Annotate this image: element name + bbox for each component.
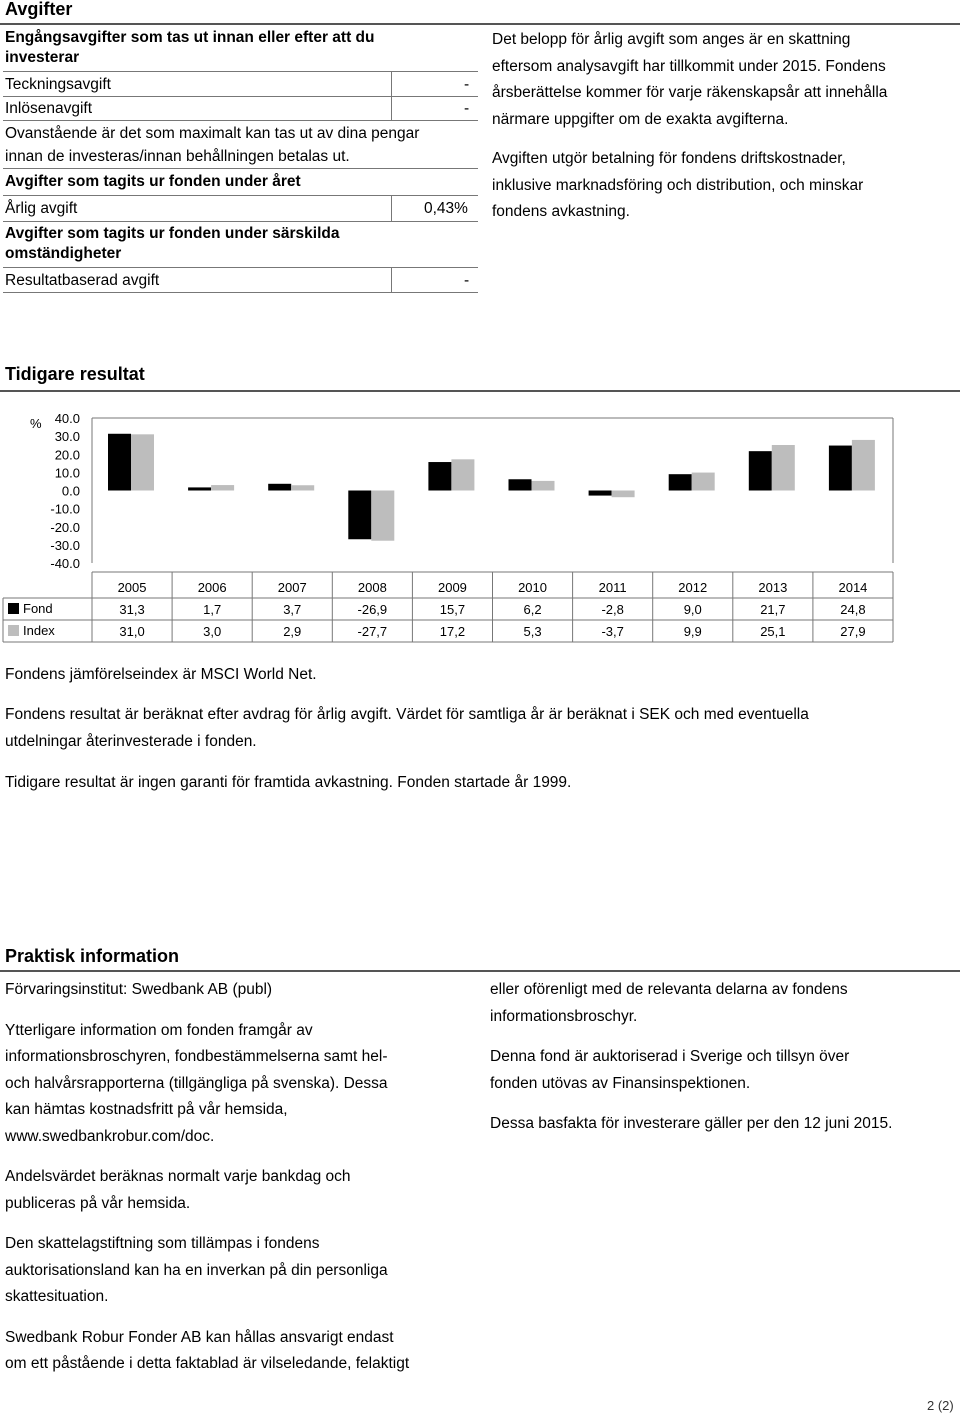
annual-fee-label: Årlig avgift xyxy=(5,200,78,217)
data-label-index: -27,7 xyxy=(357,624,388,639)
oneoff-heading-line2: investerar xyxy=(5,49,80,66)
practical-paragraph: Förvaringsinstitut: Swedbank AB (publ) xyxy=(5,981,273,998)
x-tick-label: 2005 xyxy=(117,580,147,595)
bar-index-2014 xyxy=(852,440,875,491)
x-tick-label: 2011 xyxy=(598,580,627,595)
practical-rule xyxy=(0,970,960,972)
benchmark-note: Fondens jämförelseindex är MSCI World Net. xyxy=(5,666,317,683)
bar-index-2008 xyxy=(371,491,394,541)
entry-fee-value: - xyxy=(464,76,470,93)
practical-paragraph: Ytterligare information om fonden framgår av informationsbroschyren, fondbestämmelserna samt hel- och halvårsrapporterna (tillgängliga på svenska). Dessa kan hämtas kostnadsfritt på vår hemsida, www.swedbankrobur.com/doc. xyxy=(5,1021,388,1145)
bar-fond-2010 xyxy=(509,479,532,490)
divider xyxy=(3,71,478,72)
legend-label-index: Index xyxy=(23,623,55,638)
data-label-fond: -2,8 xyxy=(601,602,624,617)
x-tick-label: 2012 xyxy=(678,580,708,595)
special-heading-line2: omständigheter xyxy=(5,245,122,262)
data-label-index: 27,9 xyxy=(840,624,866,639)
x-tick-label: 2013 xyxy=(758,580,788,595)
y-tick-label: -10.0 xyxy=(50,501,80,517)
divider xyxy=(3,168,478,169)
y-tick-label: 10.0 xyxy=(54,465,80,481)
past-performance-chart xyxy=(0,400,960,650)
legend-swatch-index xyxy=(8,625,19,636)
x-tick-label: 2007 xyxy=(277,580,307,595)
bar-fond-2012 xyxy=(669,474,692,490)
fees-title: Avgifter xyxy=(5,0,73,19)
x-tick-label: 2009 xyxy=(437,580,467,595)
practical-paragraph: Dessa basfakta för investerare gäller per den 12 juni 2015. xyxy=(490,1115,893,1132)
x-tick-label: 2006 xyxy=(197,580,227,595)
data-label-index: 5,3 xyxy=(523,624,542,639)
data-label-index: 17,2 xyxy=(439,624,466,639)
disclaimer-note: Tidigare resultat är ingen garanti för framtida avkastning. Fonden startade år 1999. xyxy=(5,774,572,791)
bar-fond-2005 xyxy=(108,434,131,491)
x-tick-label: 2008 xyxy=(357,580,387,595)
y-tick-label: 20.0 xyxy=(54,447,80,463)
bar-index-2006 xyxy=(211,485,234,490)
perf-fee-value: - xyxy=(464,272,470,289)
bar-index-2013 xyxy=(772,445,795,490)
exit-fee-label: Inlösenavgift xyxy=(5,100,93,117)
legend-label-fond: Fond xyxy=(23,601,53,616)
practical-left-column xyxy=(5,977,480,1392)
bar-index-2005 xyxy=(131,434,154,490)
bar-fond-2008 xyxy=(348,491,371,540)
practical-paragraph: Den skattelagstiftning som tillämpas i fondens auktorisationsland kan ha en inverkan på din personliga skattesituation. xyxy=(5,1235,388,1305)
max-note-line2: innan de investeras/innan behållningen betalas ut. xyxy=(5,148,350,165)
data-label-fond: 15,7 xyxy=(439,602,466,617)
data-label-fond: 21,7 xyxy=(760,602,786,617)
practical-right-column xyxy=(490,977,958,1152)
fees-note-2: Avgiften utgör betalning för fondens driftskostnader, inklusive marknadsföring och distribution, och minskar fondens avkastning. xyxy=(492,150,864,220)
bar-index-2007 xyxy=(291,485,314,490)
data-label-fond: 6,2 xyxy=(523,602,542,617)
bar-fond-2011 xyxy=(589,491,612,496)
max-note-line1: Ovanstående är det som maximalt kan tas ut av dina pengar xyxy=(5,125,420,142)
bar-index-2012 xyxy=(692,473,715,491)
bar-index-2010 xyxy=(532,481,555,491)
divider xyxy=(3,292,478,293)
data-label-fond: 24,8 xyxy=(840,602,866,617)
past-performance-title: Tidigare resultat xyxy=(5,364,145,384)
bar-fond-2009 xyxy=(428,462,451,490)
bar-fond-2006 xyxy=(188,487,211,490)
bar-fond-2014 xyxy=(829,446,852,491)
practical-paragraph: eller oförenligt med de relevanta delarna av fondens informationsbroschyr. xyxy=(490,981,848,1025)
data-label-fond: 31,3 xyxy=(119,602,145,617)
annual-fee-value: 0,43% xyxy=(424,200,468,217)
exit-fee-value: - xyxy=(464,100,470,117)
bar-index-2009 xyxy=(451,459,474,490)
divider xyxy=(3,267,478,268)
data-label-index: 31,0 xyxy=(119,624,145,639)
fees-rule xyxy=(0,23,960,25)
bar-index-2011 xyxy=(612,491,635,498)
divider xyxy=(3,96,478,97)
divider xyxy=(3,221,478,222)
value-column-divider xyxy=(391,267,392,293)
perf-fee-label: Resultatbaserad avgift xyxy=(5,272,160,289)
entry-fee-label: Teckningsavgift xyxy=(5,76,111,93)
y-tick-label: 40.0 xyxy=(54,411,80,426)
y-tick-label: -20.0 xyxy=(50,519,80,535)
data-label-index: -3,7 xyxy=(601,624,624,639)
y-tick-label: -40.0 xyxy=(50,556,80,571)
practical-paragraph: Denna fond är auktoriserad i Sverige och tillsyn över fonden utövas av Finansinspektionen. xyxy=(490,1048,850,1092)
special-heading-line1: Avgifter som tagits ur fonden under särskilda xyxy=(5,225,340,242)
practical-title: Praktisk information xyxy=(5,946,180,966)
legend-swatch-fond xyxy=(8,603,19,614)
data-label-fond: 9,0 xyxy=(683,602,702,617)
y-tick-label: -30.0 xyxy=(50,537,80,553)
page-number: 2 (2) xyxy=(927,1398,954,1413)
bar-fond-2007 xyxy=(268,484,291,491)
data-label-fond: 1,7 xyxy=(203,602,222,617)
data-label-fond: -26,9 xyxy=(357,602,388,617)
data-label-index: 9,9 xyxy=(683,624,702,639)
calculation-note: Fondens resultat är beräknat efter avdrag för årlig avgift. Värdet för samtliga år är beräknat i SEK och med eventuella utdelningar återinvesterade i fonden. xyxy=(5,706,809,750)
data-label-index: 25,1 xyxy=(760,624,786,639)
fees-note-1: Det belopp för årlig avgift som anges är en skattning eftersom analysavgift har tillkommit under 2015. Fondens årsberättelse kommer för varje räkenskapsår att innehålla närmare uppgifter om de exakta avgifterna. xyxy=(492,31,888,128)
y-tick-label: 0.0 xyxy=(61,483,80,499)
unit-label: % xyxy=(30,416,42,431)
divider xyxy=(3,195,478,196)
divider xyxy=(3,120,478,121)
past-rule xyxy=(0,390,960,392)
data-label-index: 3,0 xyxy=(203,624,222,639)
bar-fond-2013 xyxy=(749,451,772,490)
x-tick-label: 2010 xyxy=(518,580,548,595)
ongoing-heading: Avgifter som tagits ur fonden under året xyxy=(5,173,301,190)
x-tick-label: 2014 xyxy=(838,580,868,595)
value-column-divider xyxy=(391,195,392,221)
y-tick-label: 30.0 xyxy=(54,429,80,445)
practical-paragraph: Swedbank Robur Fonder AB kan hållas ansvarigt endast om ett påstående i detta faktablad är vilseledande, felaktigt xyxy=(5,1328,410,1372)
data-label-fond: 3,7 xyxy=(283,602,302,617)
practical-paragraph: Andelsvärdet beräknas normalt varje bankdag och publiceras på vår hemsida. xyxy=(5,1168,351,1212)
value-column-divider xyxy=(391,71,392,121)
data-label-index: 2,9 xyxy=(283,624,302,639)
oneoff-heading-line1: Engångsavgifter som tas ut innan eller efter att du xyxy=(5,29,375,46)
